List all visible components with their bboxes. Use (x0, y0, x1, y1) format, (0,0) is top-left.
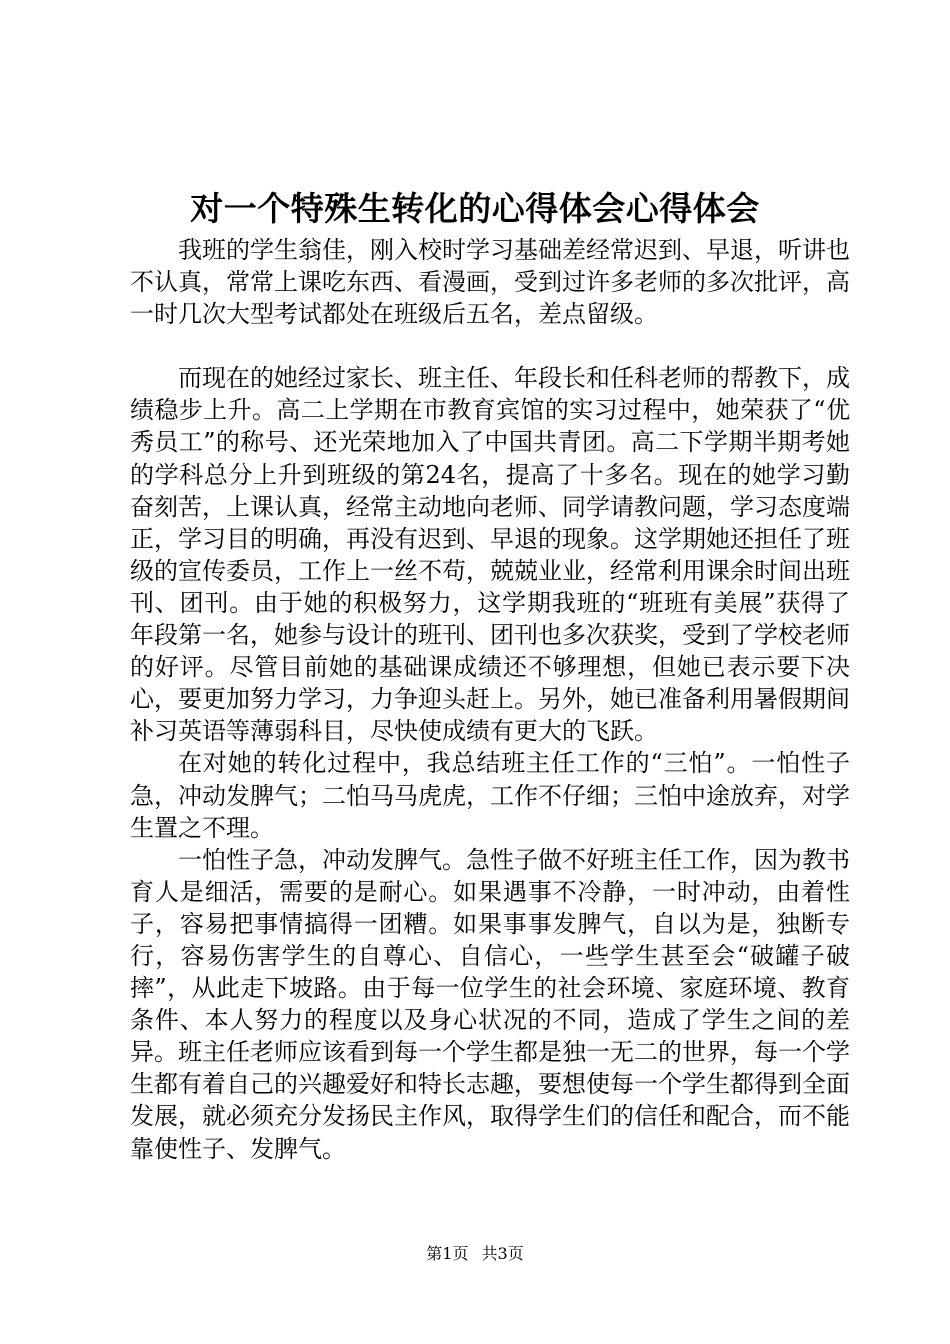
paragraph-4: 一怕性子急，冲动发脾气。急性子做不好班主任工作，因为教书育人是细活，需要的是耐心。如果遇事不冷静，一时冲动，由着性子，容易把事情搞得一团糟。如果事事发脾气，自以为是，独断专行，容易伤害学生的自尊心、自信心，一些学生甚至会“破罐子破摔”，从此走下坡路。由于每一位学生的社会环境、家庭环境、教育条件、本人努力的程度以及身心状况的不同，造成了学生之间的差异。班主任老师应该看到每一个学生都是独一无二的世界，每一个学生都有着自己的兴趣爱好和特长志趣，要想使每一个学生都得到全面发展，就必须充分发扬民主作风，取得学生们的信任和配合，而不能靠使性子、发脾气。 (130, 845, 850, 1163)
paragraph-1: 我班的学生翁佳，刚入校时学习基础差经常迟到、早退，听讲也不认真，常常上课吃东西、看漫画，受到过许多老师的多次批评，高一时几次大型考试都处在班级后五名，差点留级。 (130, 236, 850, 329)
page-total: 共3页 (481, 1244, 524, 1263)
paragraph-3: 在对她的转化过程中，我总结班主任工作的“三怕”。一怕性子急，冲动发脾气；二怕马马虎虎，工作不仔细；三怕中途放弃，对学生置之不理。 (130, 749, 850, 842)
document-title: 对一个特殊生转化的心得体会心得体会 (190, 189, 760, 228)
paragraph-gap (130, 330, 850, 362)
paragraph-2: 而现在的她经过家长、班主任、年段长和任科老师的帮教下，成绩稳步上升。高二上学期在市教育宾馆的实习过程中，她荣获了“优秀员工”的称号、还光荣地加入了中国共青团。高二下学期半期考她的学科总分上升到班级的第24名，提高了十多名。现在的她学习勤奋刻苦，上课认真，经常主动地向老师、同学请教问题，学习态度端正，学习目的明确，再没有迟到、早退的现象。这学期她还担任了班级的宣传委员，工作上一丝不苟，兢兢业业，经常利用课余时间出班刊、团刊。由于她的积极努力，这学期我班的“班班有美展”获得了年段第一名，她参与设计的班刊、团刊也多次获奖，受到了学校老师的好评。尽管目前她的基础课成绩还不够理想，但她已表示要下决心，要更加努力学习，力争迎头赶上。另外，她已准备利用暑假期间补习英语等薄弱科目，尽快使成绩有更大的飞跃。 (130, 364, 850, 746)
page-footer (0, 1243, 950, 1265)
page-number: 第1页 (426, 1244, 469, 1263)
document-body (130, 234, 850, 1165)
